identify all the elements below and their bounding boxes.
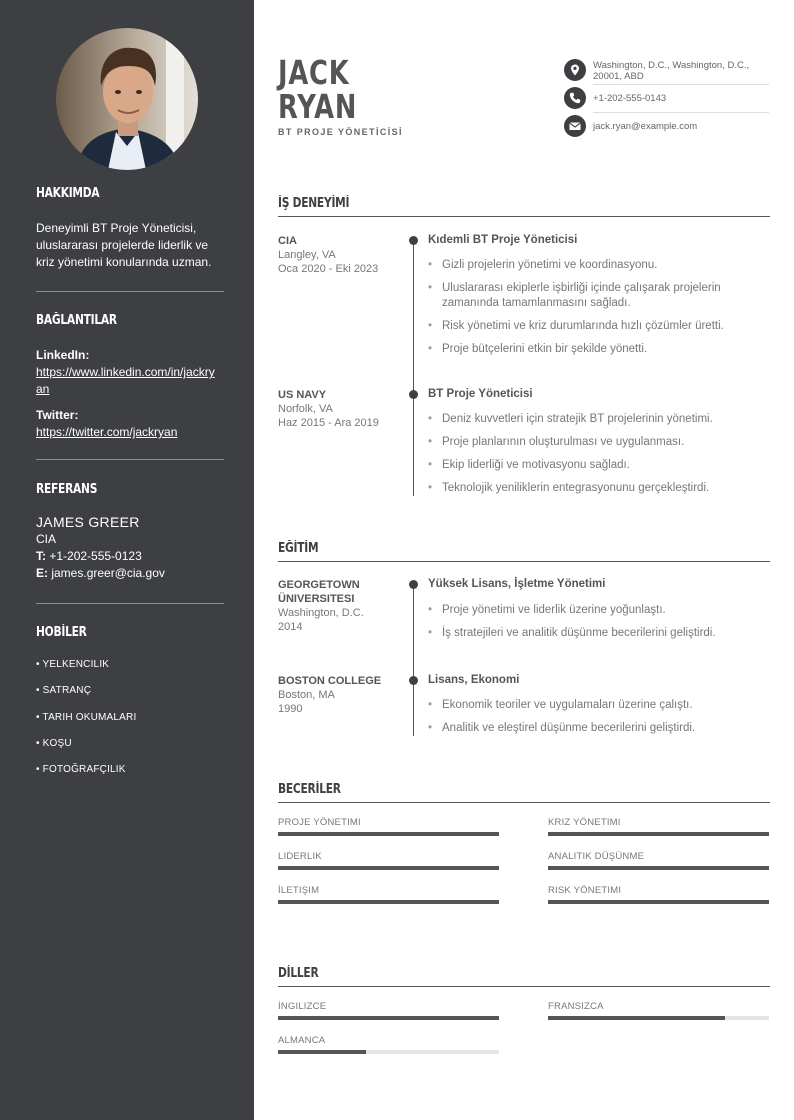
address-text: Washington, D.C., Washington, D.C., 20001, ABD: [593, 60, 750, 82]
hobby-item: • YELKENCILIK: [36, 659, 110, 670]
linkedin-block: [36, 347, 220, 398]
linkedin-label: LinkedIn:: [36, 348, 90, 362]
skill-item: [548, 885, 769, 898]
experience-timeline: [413, 240, 414, 496]
education-bullet: • Analitik ve eleştirel düşünme becerilerini geliştirdi.: [428, 721, 768, 736]
experience-meta: [278, 234, 398, 276]
location-pin-icon: [564, 59, 586, 81]
experience-bullet: • Risk yönetimi ve kriz durumlarında hızlı çözümler üretti.: [428, 319, 768, 334]
education-heading: EĞİTİM: [278, 541, 319, 556]
hobby-item: • KOŞU: [36, 738, 72, 749]
full-name: [278, 53, 358, 126]
education-bullet: • İş stratejileri ve analitik düşünme becerilerini geliştirdi.: [428, 626, 768, 641]
experience-bullet: • Proje planlarının oluşturulması ve uygulanması.: [428, 435, 768, 450]
skill-label: RISK YÖNETIMI: [548, 885, 622, 896]
reference-phone-row: [36, 548, 220, 565]
education-location: Boston, MA: [278, 689, 335, 701]
skill-bar-fill: [278, 900, 499, 904]
skill-item: [548, 851, 769, 864]
job-title: BT PROJE YÖNETİCİSİ: [278, 127, 403, 137]
skill-bar-track: [278, 866, 499, 870]
education-timeline: [413, 584, 414, 736]
contact-divider: [593, 84, 769, 85]
education-org: BOSTON COLLEGE: [278, 675, 382, 687]
languages-heading: DİLLER: [278, 966, 319, 981]
contact-divider: [593, 112, 769, 113]
reference-org: CIA: [36, 532, 57, 546]
language-bar-track: [278, 1050, 499, 1054]
links-heading: BAĞLANTILAR: [36, 313, 117, 328]
mail-icon: [564, 115, 586, 137]
timeline-dot: [409, 236, 418, 245]
language-bar-track: [548, 1016, 769, 1020]
experience-role: Kıdemli BT Proje Yöneticisi: [428, 234, 578, 246]
experience-org: CIA: [278, 235, 297, 247]
experience-dates: Haz 2015 - Ara 2019: [278, 417, 379, 429]
education-dates: 2014: [278, 621, 303, 633]
language-item: [548, 1001, 769, 1014]
language-bar-fill: [548, 1016, 725, 1020]
section-rule: [278, 561, 770, 562]
language-bar-track: [278, 1016, 499, 1020]
education-bullet: • Proje yönetimi ve liderlik üzerine yoğunlaştı.: [428, 603, 768, 618]
reference-name: JAMES GREER: [36, 514, 140, 530]
experience-bullet: • Deniz kuvvetleri için stratejik BT projelerinin yönetimi.: [428, 412, 768, 427]
language-label: ALMANCA: [278, 1035, 326, 1046]
education-location: Washington, D.C.: [278, 607, 364, 619]
skill-label: ANALITIK DÜŞÜNME: [548, 851, 645, 862]
phone-icon: [564, 87, 586, 109]
skill-bar-fill: [278, 832, 499, 836]
linkedin-link[interactable]: https://www.linkedin.com/in/jackryan: [36, 365, 215, 396]
skill-label: İLETIŞIM: [278, 885, 320, 896]
experience-bullet: • Ekip liderliği ve motivasyonu sağladı.: [428, 458, 768, 473]
experience-location: Langley, VA: [278, 249, 336, 261]
timeline-dot: [409, 390, 418, 399]
section-rule: [278, 986, 770, 987]
twitter-link[interactable]: https://twitter.com/jackryan: [36, 425, 178, 439]
hobby-item: • FOTOĞRAFÇILIK: [36, 764, 126, 775]
experience-bullet: • Proje bütçelerini etkin bir şekilde yönetti.: [428, 342, 768, 357]
skill-bar-fill: [278, 866, 499, 870]
section-rule: [278, 802, 770, 803]
experience-bullet: • Gizli projelerin yönetimi ve koordinasyonu.: [428, 258, 768, 273]
skill-bar-fill: [548, 866, 769, 870]
experience-heading: İŞ DENEYİMİ: [278, 196, 350, 211]
skill-bar-track: [548, 866, 769, 870]
experience-bullet: • Teknolojik yeniliklerin entegrasyonunu gerçekleştirdi.: [428, 481, 768, 496]
timeline-dot: [409, 676, 418, 685]
phone-text: +1-202-555-0143: [593, 93, 667, 104]
reference-email-row: [36, 565, 220, 582]
language-item: [278, 1035, 499, 1048]
skill-item: [278, 817, 499, 830]
reference-email: james.greer@cia.gov: [51, 566, 165, 580]
hobby-item: • SATRANÇ: [36, 685, 92, 696]
language-bar-fill: [278, 1050, 366, 1054]
skills-heading: BECERİLER: [278, 782, 341, 797]
section-rule: [278, 216, 770, 217]
skill-label: PROJE YÖNETIMI: [278, 817, 361, 828]
first-name: JACK: [278, 53, 350, 92]
sidebar-divider: [36, 459, 224, 460]
skill-label: KRIZ YÖNETIMI: [548, 817, 621, 828]
hobby-item: • TARIH OKUMALARI: [36, 712, 137, 723]
experience-role: BT Proje Yöneticisi: [428, 388, 533, 400]
reference-heading: REFERANS: [36, 482, 98, 497]
hobbies-heading: HOBİLER: [36, 625, 87, 640]
language-label: İNGILIZCE: [278, 1001, 327, 1012]
education-meta: [278, 674, 398, 716]
sidebar-divider: [36, 603, 224, 604]
experience-meta: [278, 388, 398, 430]
education-dates: 1990: [278, 703, 303, 715]
education-degree: Lisans, Ekonomi: [428, 674, 520, 686]
education-bullet: • Ekonomik teoriler ve uygulamaları üzerine çalıştı.: [428, 698, 768, 713]
experience-org: US NAVY: [278, 389, 327, 401]
skill-bar-fill: [548, 900, 769, 904]
language-item: [278, 1001, 499, 1014]
skill-bar-track: [278, 832, 499, 836]
language-label: FRANSIZCA: [548, 1001, 604, 1012]
skill-bar-track: [548, 832, 769, 836]
reference-phone-label: T:: [36, 549, 46, 563]
reference-email-label: E:: [36, 566, 48, 580]
reference-block: [36, 514, 220, 582]
language-bar-fill: [278, 1016, 499, 1020]
twitter-block: [36, 407, 220, 441]
education-meta: [278, 578, 393, 634]
timeline-dot: [409, 580, 418, 589]
sidebar-divider: [36, 291, 224, 292]
last-name: RYAN: [278, 87, 358, 126]
education-org: GEORGETOWN ÜNIVERSITESI: [278, 579, 360, 605]
twitter-label: Twitter:: [36, 408, 79, 422]
experience-bullet: • Uluslararası ekiplerle işbirliği içinde çalışarak projelerin zamanında tamamlanmasını sağladı.: [428, 281, 768, 311]
skill-bar-track: [548, 900, 769, 904]
skill-label: LIDERLIK: [278, 851, 322, 862]
email-text[interactable]: jack.ryan@example.com: [593, 121, 698, 132]
about-text: Deneyimli BT Proje Yöneticisi, uluslararası projelerde liderlik ve kriz yönetimi konularında uzman.: [36, 221, 212, 269]
skill-bar-fill: [548, 832, 769, 836]
skill-item: [548, 817, 769, 830]
education-degree: Yüksek Lisans, İşletme Yönetimi: [428, 578, 606, 590]
experience-location: Norfolk, VA: [278, 403, 333, 415]
reference-phone: +1-202-555-0123: [49, 549, 142, 563]
experience-dates: Oca 2020 - Eki 2023: [278, 263, 379, 275]
skill-item: [278, 851, 499, 864]
sidebar: [0, 0, 254, 1120]
profile-photo: [56, 28, 198, 170]
skill-item: [278, 885, 499, 898]
about-heading: HAKKIMDA: [36, 186, 100, 201]
skill-bar-track: [278, 900, 499, 904]
